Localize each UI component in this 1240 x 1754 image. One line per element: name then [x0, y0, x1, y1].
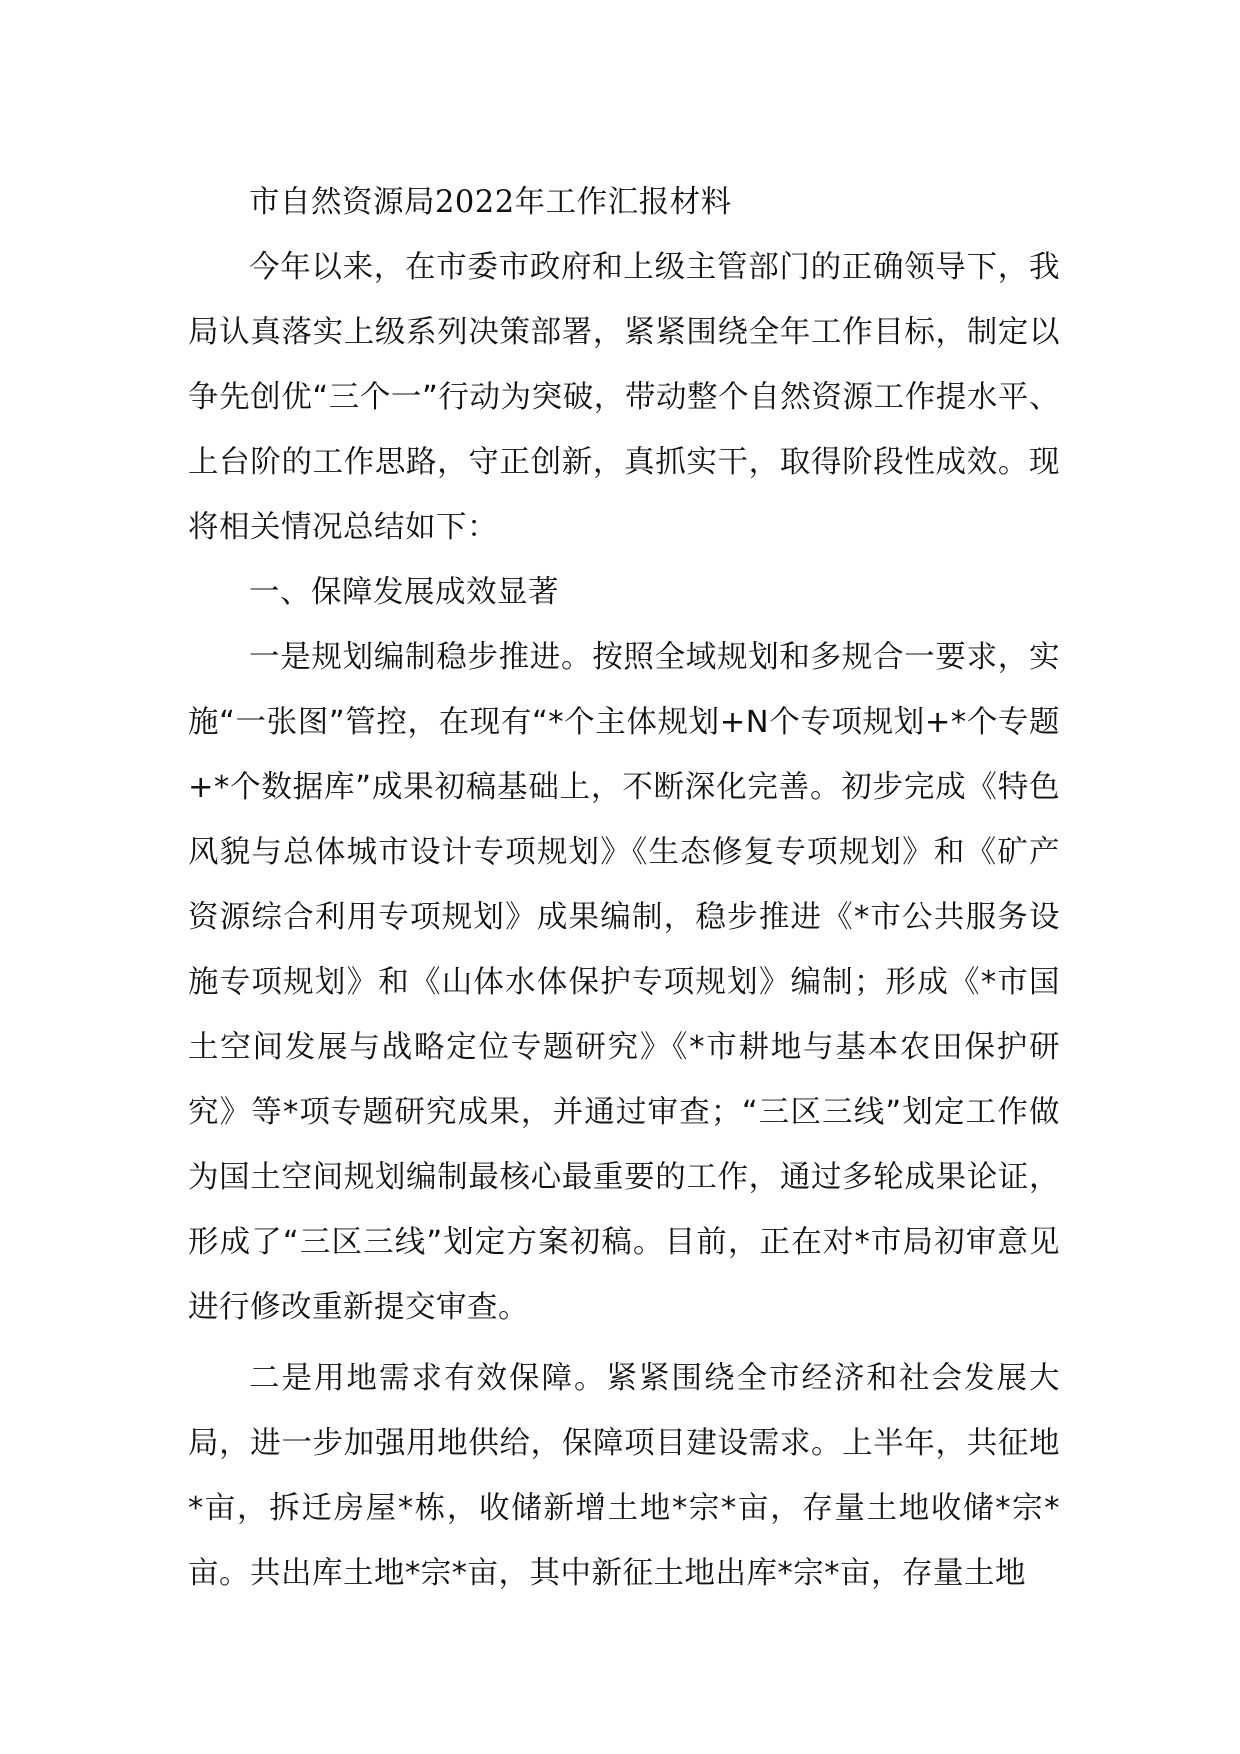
document-title: 市自然资源局2022年工作汇报材料 [249, 185, 732, 220]
section-heading: 一、保障发展成效显著 [249, 575, 559, 610]
paragraph-planning: 一是规划编制稳步推进。按照全域规划和多规合一要求，实施“一张图”管控，在现有“*个主体规划+N个专项规划+*个专题+*个数据库”成果初稿基础上，不断深化完善。初步完成《特色风貌与总体城市设计专项规划》《生态修复专项规划》和《矿产资源综合利用专项规划》成果编制，稳步推进《*市公共服务设施专项规划》和《山体水体保护专项规划》编制；形成《*市国土空间发展与战略定位专题研究》《*市耕地与基本农田保护研究》等*项专题研究成果，并通过审查；“三区三线”划定工作做为国土空间规划编制最核心最重要的工作，通过多轮成果论证，形成了“三区三线”划定方案初稿。目前，正在对*市局初审意见进行修改重新提交审查。 [188, 640, 1060, 1325]
intro-paragraph: 今年以来，在市委市政府和上级主管部门的正确领导下，我局认真落实上级系列决策部署，紧紧围绕全年工作目标，制定以争先创优“三个一”行动为突破，带动整个自然资源工作提水平、上台阶的工作思路，守正创新，真抓实干，取得阶段性成效。现将相关情况总结如下： [188, 250, 1060, 545]
paragraph-land-demand: 二是用地需求有效保障。紧紧围绕全市经济和社会发展大局，进一步加强用地供给，保障项目建设需求。上半年，共征地*亩，拆迁房屋*栋，收储新增土地*宗*亩，存量土地收储*宗*亩。共出库土地*宗*亩，其中新征土地出库*宗*亩，存量土地 [188, 1361, 1060, 1591]
document-body [188, 170, 1060, 1606]
